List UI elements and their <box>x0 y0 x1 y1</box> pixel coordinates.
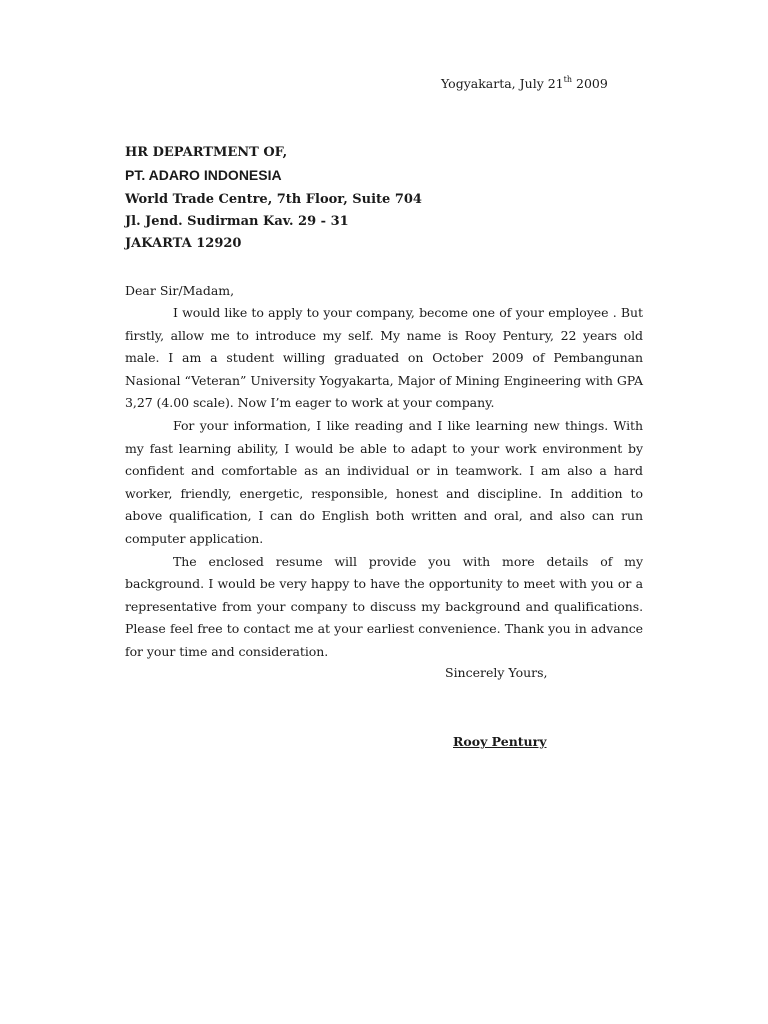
recipient-company: PT. ADARO INDONESIA <box>125 167 282 183</box>
recipient-building: World Trade Centre, 7th Floor, Suite 704 <box>125 192 422 207</box>
letter-date <box>441 76 608 91</box>
recipient-address <box>125 144 645 256</box>
date-place: Yogyakarta, July 21 <box>441 76 564 91</box>
signature-name: Rooy Pentury <box>453 734 547 749</box>
date-year: 2009 <box>572 76 608 91</box>
closing-phrase: Sincerely Yours, <box>445 665 548 680</box>
recipient-city: JAKARTA 12920 <box>125 236 242 251</box>
paragraph-introduction: I would like to apply to your company, become one of your employee . But firstly, allow me to introduce my self. My name is Rooy Pentury, 22 years old male. I am a student willing graduated on October 2009 of Pembangunan Nasional “Veteran” University Yogyakarta, Major of Mining Engineering with GPA 3,27 (4.00 scale). Now I’m eager to work at your company. <box>125 305 643 411</box>
salutation: Dear Sir/Madam, <box>125 283 235 298</box>
paragraph-qualifications: For your information, I like reading and I like learning new things. With my fast learning ability, I would be able to adapt to your work environment by confident and comfortable as an individual or in teamwork. I am also a hard worker, friendly, energetic, responsible, honest and discipline. In addition to above qualification, I can do English both written and oral, and also can run computer application. <box>125 417 643 546</box>
paragraph-closing-request: The enclosed resume will provide you with more details of my background. I would be very happy to have the opportunity to meet with you or a representative from your company to discuss my background and qualifications. Please feel free to contact me at your earliest convenience. Thank you in advance for your time and consideration. <box>125 553 643 659</box>
date-ordinal: th <box>563 75 573 84</box>
recipient-street: Jl. Jend. Sudirman Kav. 29 - 31 <box>125 214 349 229</box>
letter-body <box>125 280 643 664</box>
recipient-department: HR DEPARTMENT OF, <box>125 145 288 160</box>
